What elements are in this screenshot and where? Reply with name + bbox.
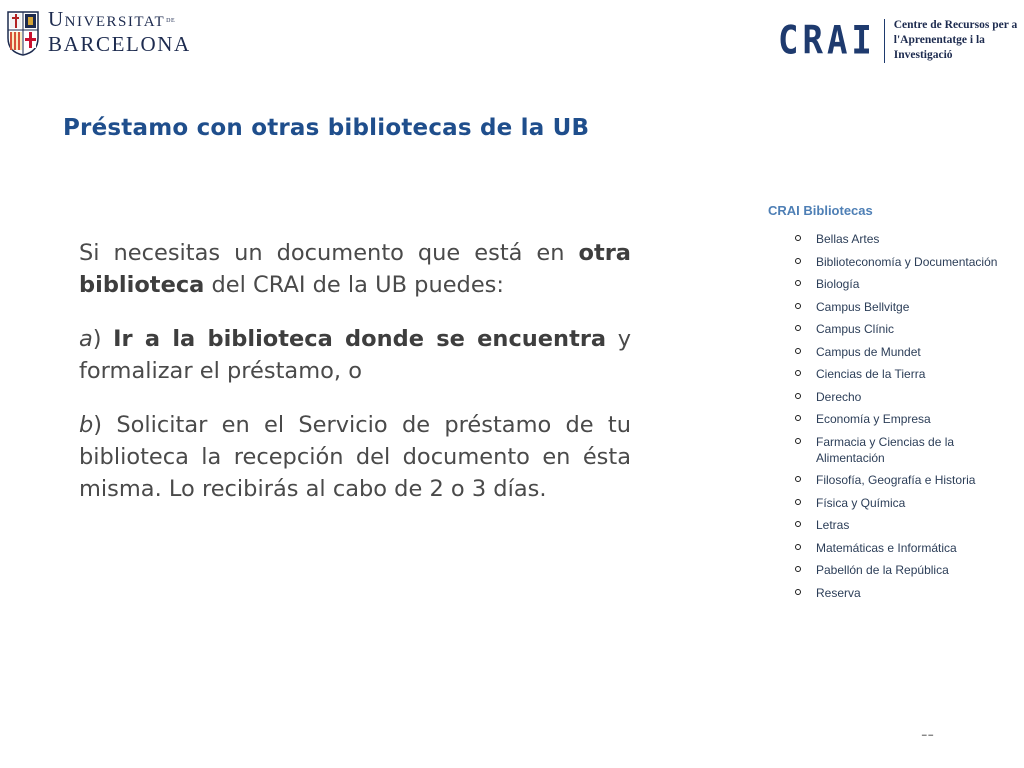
crai-wordmark: CRAI bbox=[778, 17, 876, 64]
option-b-letter: b bbox=[79, 412, 94, 438]
library-item-derecho[interactable] bbox=[768, 389, 1018, 405]
library-list bbox=[768, 231, 1018, 601]
option-a-letter: a bbox=[79, 326, 93, 352]
library-item-label: Campus Bellvitge bbox=[816, 299, 910, 314]
library-item-label: Letras bbox=[816, 518, 850, 532]
paragraph-intro-bold: otra biblioteca bbox=[79, 240, 631, 298]
library-item-farmacia[interactable] bbox=[768, 434, 1018, 466]
header bbox=[0, 0, 1024, 76]
library-item-ciencias-tierra[interactable] bbox=[768, 366, 1018, 382]
bullet-icon bbox=[795, 438, 801, 444]
paragraph-option-a bbox=[79, 323, 631, 387]
library-item-campus-mundet[interactable] bbox=[768, 344, 1018, 360]
crai-description-line2: l'Aprenentatge i la Investigació bbox=[893, 34, 985, 61]
library-item-economia-empresa[interactable] bbox=[768, 411, 1018, 427]
ub-shield-icon bbox=[6, 8, 40, 56]
option-a-bold: Ir a la biblioteca donde se encuentra bbox=[113, 326, 607, 352]
ub-wordmark bbox=[48, 9, 191, 55]
option-b-rest: ) Solicitar en el Servicio de préstamo de tu biblioteca la recepción del documento en ésta misma. Lo recibirás al cabo de 2 o 3 días. bbox=[79, 412, 631, 502]
library-item-fisica-quimica[interactable] bbox=[768, 495, 1018, 511]
sidebar-heading: CRAI Bibliotecas bbox=[768, 203, 873, 218]
crai-description-line1: Centre de Recursos per a bbox=[893, 19, 1018, 31]
library-item-campus-bellvitge[interactable] bbox=[768, 299, 1018, 315]
library-item-label: Derecho bbox=[816, 389, 862, 404]
bullet-icon bbox=[795, 280, 801, 286]
library-item-label: Filosofía, Geografía e Historia bbox=[816, 473, 976, 487]
library-item-label: Biblioteconomía y Documentación bbox=[816, 254, 998, 269]
bullet-icon bbox=[795, 415, 801, 421]
library-item-label: Bellas Artes bbox=[816, 232, 880, 246]
bullet-icon bbox=[795, 235, 801, 241]
library-item-filosofia[interactable] bbox=[768, 472, 1018, 488]
ub-wordmark-line1: Universitat bbox=[48, 7, 166, 31]
library-item-label: Farmacia y Ciencias de la Alimentación bbox=[816, 434, 955, 465]
bullet-icon bbox=[795, 544, 801, 550]
library-item-pabellon[interactable] bbox=[768, 562, 1018, 578]
library-item-label: Campus Clínic bbox=[816, 322, 895, 336]
paragraph-intro bbox=[79, 237, 631, 301]
paragraph-intro-text-b: del CRAI de la UB puedes: bbox=[204, 272, 504, 298]
bullet-icon bbox=[795, 258, 801, 264]
library-item-matematicas[interactable] bbox=[768, 540, 1018, 556]
library-item-biblioteconomia[interactable] bbox=[768, 254, 1018, 270]
bullet-icon bbox=[795, 476, 801, 482]
bullet-icon bbox=[795, 370, 801, 376]
library-item-campus-clinic[interactable] bbox=[768, 321, 1018, 337]
bullet-icon bbox=[795, 589, 801, 595]
library-sidebar bbox=[768, 203, 1018, 607]
page-title: Préstamo con otras bibliotecas de la UB bbox=[63, 115, 590, 141]
library-item-label: Pabellón de la República bbox=[816, 563, 949, 577]
bullet-icon bbox=[795, 303, 801, 309]
library-item-label: Biología bbox=[816, 277, 860, 291]
library-item-label: Matemáticas e Informática bbox=[816, 540, 957, 555]
bullet-icon bbox=[795, 348, 801, 354]
crai-divider bbox=[884, 19, 885, 63]
option-a-rest: y formalizar el préstamo, o bbox=[79, 326, 632, 384]
library-item-bellas-artes[interactable] bbox=[768, 231, 1018, 247]
library-item-label: Reserva bbox=[816, 585, 861, 600]
ub-logo bbox=[6, 8, 191, 56]
library-item-label: Física y Química bbox=[816, 495, 906, 510]
crai-description bbox=[894, 18, 1024, 63]
library-item-label: Ciencias de la Tierra bbox=[816, 367, 926, 381]
ub-wordmark-line2: BARCELONA bbox=[48, 32, 191, 56]
bullet-icon bbox=[795, 521, 801, 527]
library-item-letras[interactable] bbox=[768, 517, 1018, 533]
library-item-label: Campus de Mundet bbox=[816, 344, 921, 359]
crai-logo bbox=[778, 18, 1024, 63]
bullet-icon bbox=[795, 325, 801, 331]
ub-wordmark-suffix: de bbox=[166, 14, 176, 24]
library-item-biologia[interactable] bbox=[768, 276, 1018, 292]
option-a-paren: ) bbox=[92, 326, 114, 352]
page-number: -- bbox=[921, 724, 934, 745]
main-text bbox=[79, 237, 631, 527]
bullet-icon bbox=[795, 393, 801, 399]
paragraph-intro-text-a: Si necesitas un documento que está en bbox=[79, 240, 579, 266]
library-item-reserva[interactable] bbox=[768, 585, 1018, 601]
paragraph-option-b bbox=[79, 409, 631, 505]
library-item-label: Economía y Empresa bbox=[816, 412, 931, 426]
bullet-icon bbox=[795, 566, 801, 572]
bullet-icon bbox=[795, 499, 801, 505]
